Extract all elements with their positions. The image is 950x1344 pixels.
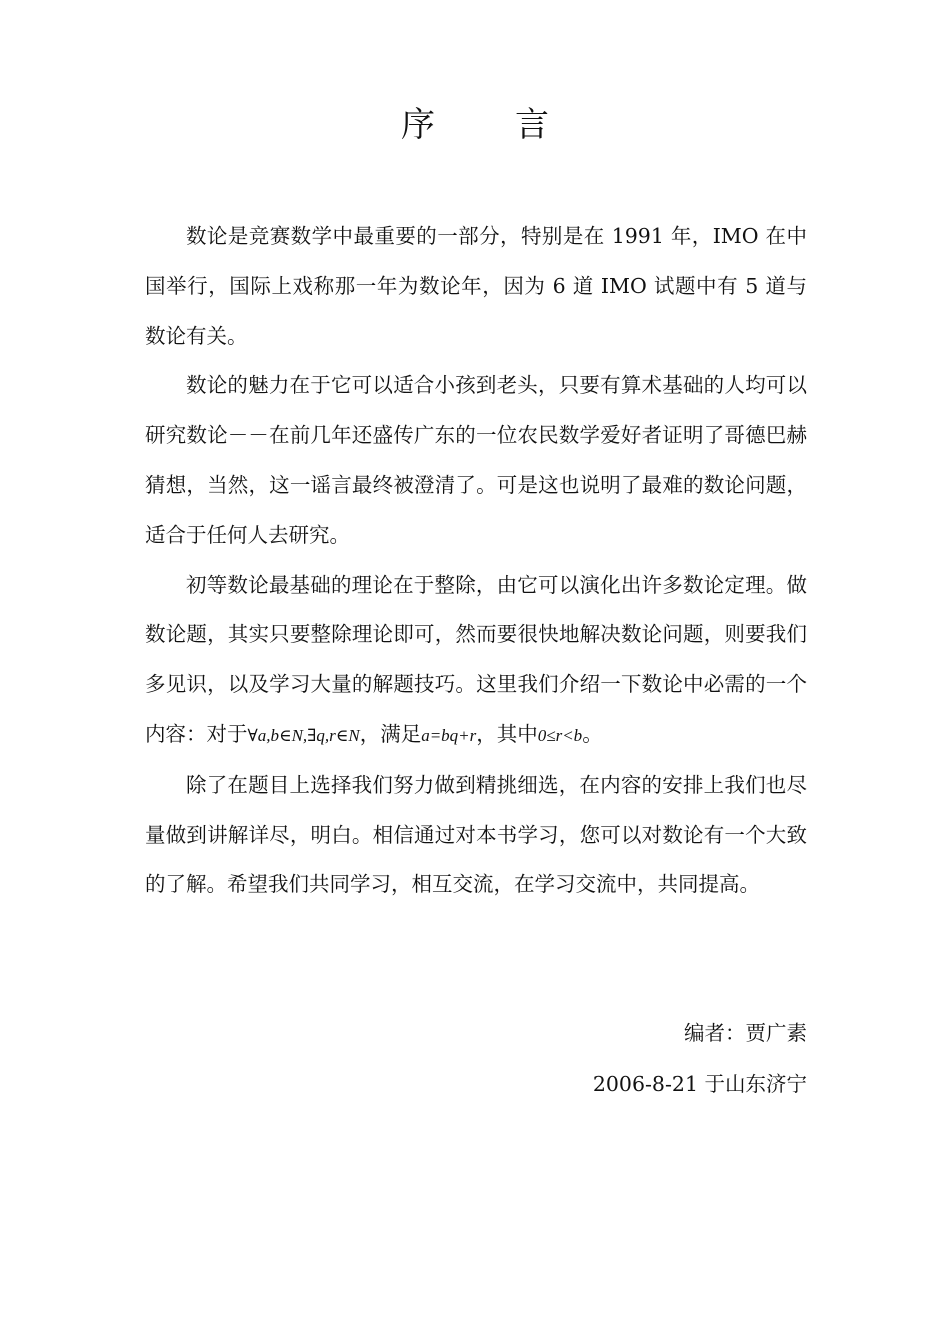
- paragraph-3-connector-1: ，满足: [359, 721, 422, 746]
- title-char-1: 序: [401, 105, 435, 145]
- paragraph-2: 数论的魅力在于它可以适合小孩到老头，只要有算术基础的人均可以研究数论－－在前几年还盛传广东的一位农民数学爱好者证明了哥德巴赫猜想，当然，这一谣言最终被澄清了。可是这也说明了最难的数论问题，适合于任何人去研究。: [145, 373, 807, 547]
- paragraph-3-connector-2: ，其中: [476, 721, 538, 746]
- paragraph-4: 除了在题目上选择我们努力做到精挑细选，在内容的安排上我们也尽量做到讲解详尽，明白。相信通过对本书学习，您可以对数论有一个大致的了解。希望我们共同学习，相互交流，在学习交流中，共同提高。: [145, 772, 807, 897]
- math-remainder-inequality: 0≤r<b: [537, 725, 583, 745]
- signature-author: 编者：贾广素: [684, 1021, 807, 1045]
- paragraph-3: [145, 561, 807, 761]
- paragraph-1: 数论是竞赛数学中最重要的一部分，特别是在 1991 年，IMO 在中国举行，国际上戏称那一年为数论年，因为 6 道 IMO 试题中有 5 道与数论有关。: [145, 224, 807, 348]
- paragraph-3-text: 初等数论最基础的理论在于整除，由它可以演化出许多数论定理。做数论题，其实只要整除理论即可，然而要很快地解决数论问题，则要我们多见识，以及学习大量的解题技巧。这里我们介绍一下数论中必需的一个内容：对于: [145, 572, 807, 746]
- preface-body: [145, 212, 807, 910]
- math-division-equation: a=bq+r: [421, 725, 477, 745]
- page-title: [0, 100, 950, 150]
- signature-date: 2006-8-21 于山东济宁: [592, 1072, 807, 1096]
- paragraph-3-end: 。: [582, 721, 603, 746]
- title-char-2: 言: [515, 105, 549, 145]
- math-quantifier-expression: ∀a,b∈N,∃q,r∈N: [247, 725, 360, 745]
